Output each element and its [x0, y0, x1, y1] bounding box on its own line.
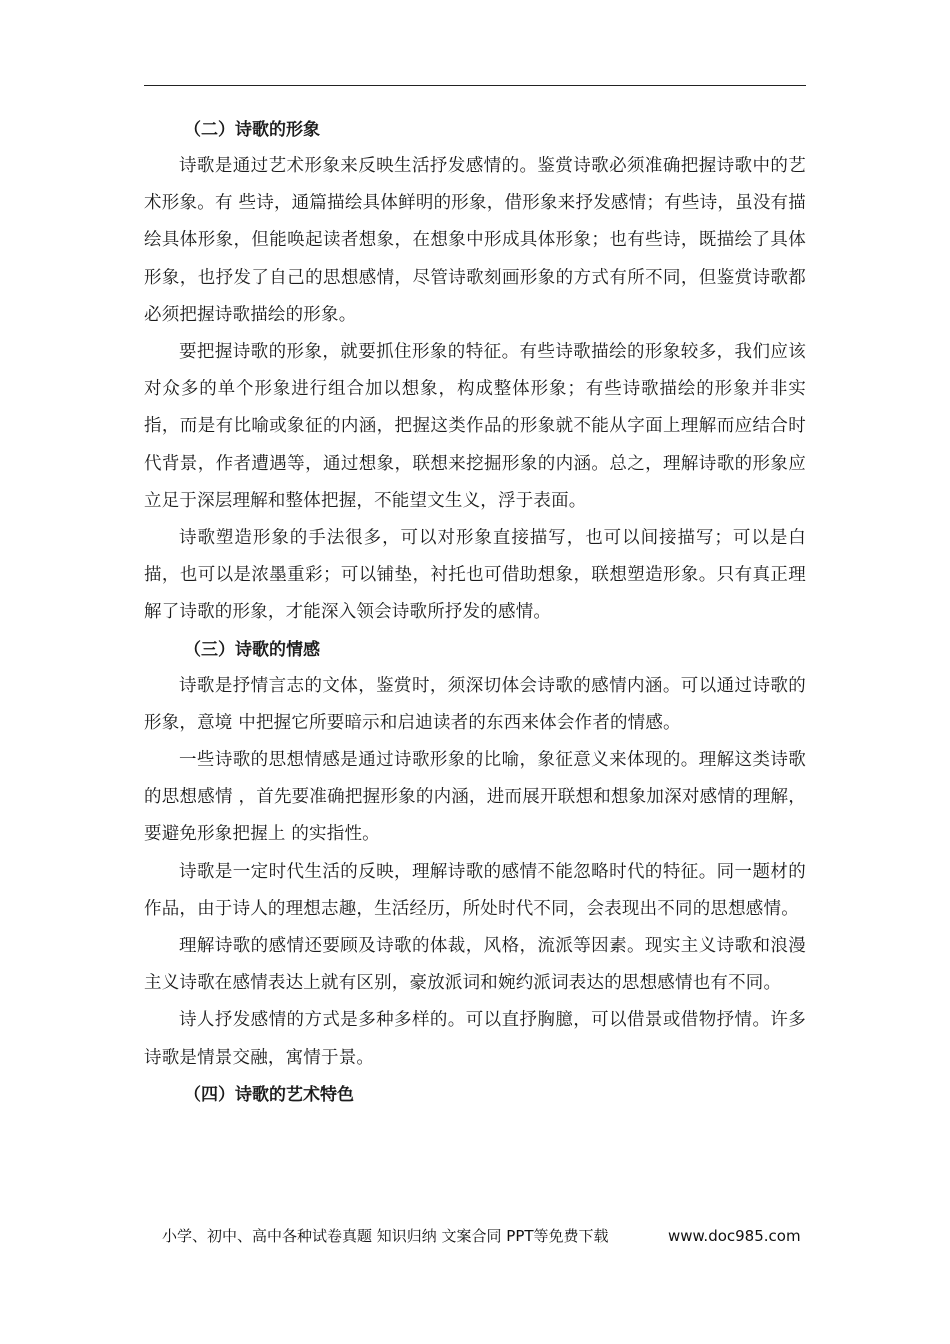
- paragraph: 诗人抒发感情的方式是多种多样的。可以直抒胸臆，可以借景或借物抒情。许多诗歌是情景交融，寓情于景。: [144, 1010, 806, 1068]
- section-heading-imagery: （二）诗歌的形象: [184, 120, 320, 140]
- footer-url: www.doc985.com: [668, 1227, 801, 1245]
- paragraph: 诗歌是一定时代生活的反映，理解诗歌的感情不能忽略时代的特征。同一题材的作品，由于诗人的理想志趣，生活经历，所处时代不同，会表现出不同的思想感情。: [144, 861, 806, 919]
- header-rule: [144, 85, 806, 86]
- document-body: [144, 112, 806, 1113]
- paragraph: 要把握诗歌的形象，就要抓住形象的特征。有些诗歌描绘的形象较多，我们应该对众多的单个形象进行组合加以想象，构成整体形象；有些诗歌描绘的形象并非实指，而是有比喻或象征的内涵，把握这类作品的形象就不能从字面上理解而应结合时代背景，作者遭遇等，通过想象，联想来挖掘形象的内涵。总之，理解诗歌的形象应立足于深层理解和整体把握，不能望文生义，浮于表面。: [144, 342, 806, 511]
- section-heading-emotion: （三）诗歌的情感: [184, 639, 320, 660]
- paragraph: 一些诗歌的思想情感是通过诗歌形象的比喻，象征意义来体现的。理解这类诗歌的思想感情 ，首先要准确把握形象的内涵，进而展开联想和想象加深对感情的理解，要避免形象把握上 的实指性。: [144, 750, 806, 845]
- paragraph: 诗歌是抒情言志的文体，鉴赏时，须深切体会诗歌的感情内涵。可以通过诗歌的形象，意境 中把握它所要暗示和启迪读者的东西来体会作者的情感。: [144, 675, 806, 733]
- footer-text: 小学、初中、高中各种试卷真题 知识归纳 文案合同 PPT等免费下载: [162, 1227, 609, 1245]
- page-footer: [162, 1224, 802, 1248]
- paragraph: 诗歌塑造形象的手法很多，可以对形象直接描写，也可以间接描写；可以是白描，也可以是浓墨重彩；可以铺垫，衬托也可借助想象，联想塑造形象。只有真正理解了诗歌的形象，才能深入领会诗歌所抒发的感情。: [144, 528, 806, 623]
- paragraph: 诗歌是通过艺术形象来反映生活抒发感情的。鉴赏诗歌必须准确把握诗歌中的艺术形象。有 些诗，通篇描绘具体鲜明的形象，借形象来抒发感情；有些诗，虽没有描绘具体形象，但能唤起读者想象，在想象中形成具体形象；也有些诗，既描绘了具体形象，也抒发了自己的思想感情，尽管诗歌刻画形象的方式有所不同，但鉴赏诗歌都必须把握诗歌描绘的形象。: [144, 156, 806, 325]
- paragraph: 理解诗歌的感情还要顾及诗歌的体裁，风格，流派等因素。现实主义诗歌和浪漫主义诗歌在感情表达上就有区别，豪放派词和婉约派词表达的思想感情也有不同。: [144, 936, 806, 994]
- section-heading-artistic-features: （四）诗歌的艺术特色: [184, 1084, 354, 1105]
